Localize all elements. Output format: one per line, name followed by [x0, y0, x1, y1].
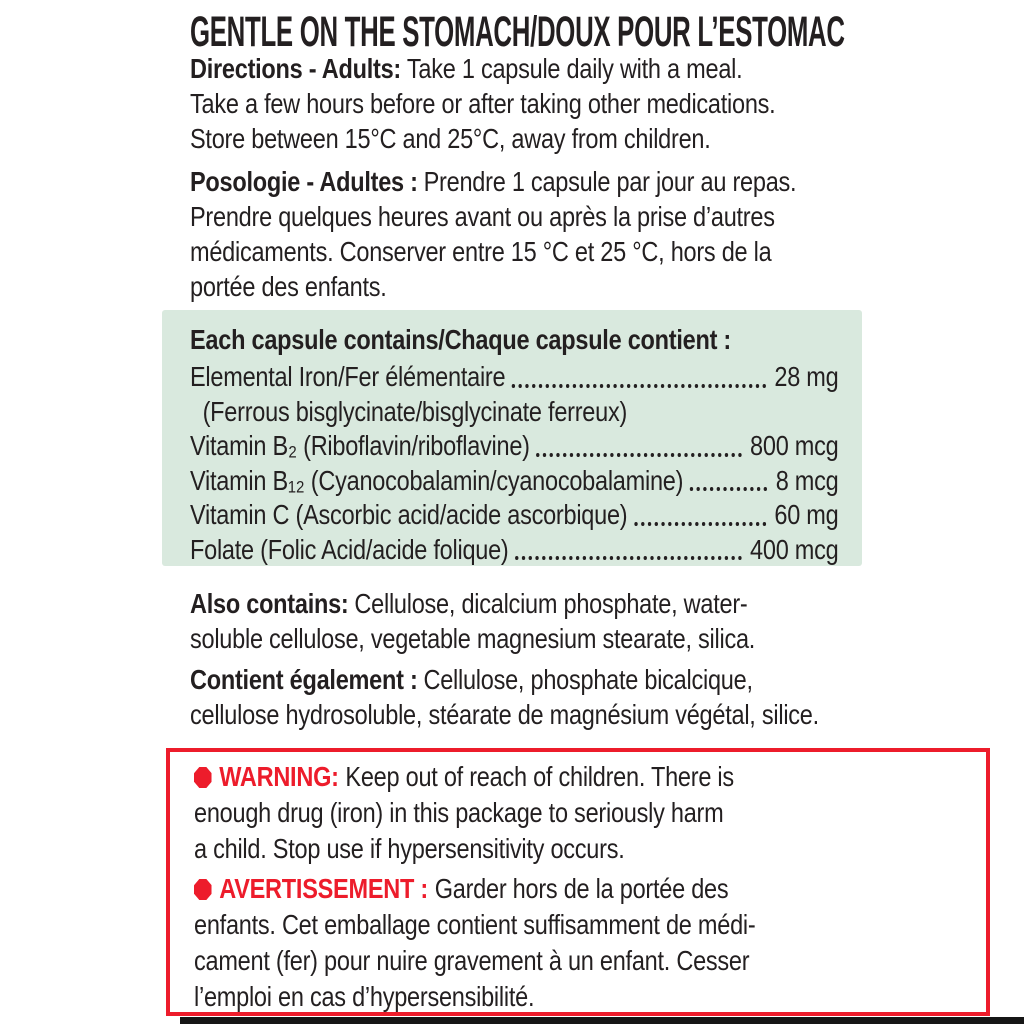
avertissement-label: AVERTISSEMENT : [219, 873, 428, 904]
warning-label: WARNING: [219, 761, 339, 792]
ingredient-amount: 800 mcg [750, 430, 839, 461]
supplement-facts-rows [190, 360, 838, 567]
contient-line [190, 662, 819, 697]
posologie-fr-paragraph [190, 164, 796, 304]
posologie-line: médicaments. Conserver entre 15 °C et 25 °C, hors de la [190, 236, 772, 267]
also-contains-label: Also contains: [190, 588, 349, 619]
ingredient-name: Vitamin B₂ (Riboflavin/riboflavine) [190, 430, 530, 461]
avertissement-line: l’emploi en cas d’hypersensibilité. [194, 981, 535, 1012]
contient-label: Contient également : [190, 664, 418, 695]
ingredient-name: Folate (Folic Acid/acide folique) [190, 533, 509, 565]
avertissement-line: cament (fer) pour nuire gravement à un enfant. Cesser [194, 945, 750, 976]
ingredient-amount: 400 mcg [750, 533, 839, 565]
posologie-label: Posologie - Adultes : [190, 166, 418, 197]
posologie-line [190, 164, 796, 199]
avertissement-text: Garder hors de la portée des [434, 873, 729, 904]
posologie-text: Prendre 1 capsule par jour au repas. [423, 166, 797, 197]
directions-line [190, 51, 775, 86]
dot-leader [512, 384, 766, 388]
also-contains-paragraph [190, 586, 755, 656]
supplement-fact-row [190, 429, 838, 464]
contient-line: cellulose hydrosoluble, stéarate de magnésium végétal, silice. [190, 699, 819, 730]
warning-line: enough drug (iron) in this package to seriously harm [194, 797, 724, 828]
dot-leader [536, 453, 741, 457]
warning-en-paragraph [194, 759, 975, 867]
directions-line: Take a few hours before or after taking other medications. [190, 88, 776, 119]
supplement-facts-heading: Each capsule contains/Chaque capsule contient : [190, 324, 732, 355]
supplement-fact-row [190, 498, 838, 533]
page-title: GENTLE ON THE STOMACH/DOUX POUR L’ESTOMAC [190, 8, 845, 56]
supplement-fact-row [190, 464, 838, 499]
warning-line [194, 759, 975, 795]
supplement-facts-content [190, 321, 838, 567]
ingredient-amount: 8 mcg [775, 464, 839, 496]
directions-text: Take 1 capsule daily with a meal. [406, 53, 743, 84]
ingredient-name: Elemental Iron/Fer élémentaire [190, 361, 506, 392]
directions-line: Store between 15°C and 25°C, away from children. [190, 123, 711, 154]
supplement-fact-row [190, 395, 838, 430]
also-contains-text: Cellulose, dicalcium phosphate, water- [354, 588, 748, 619]
warning-box [166, 748, 990, 1016]
ingredient-name: (Ferrous bisglycinate/bisglycinate ferreux) [202, 395, 628, 427]
bottom-panel-edge [180, 1017, 1024, 1024]
directions-en-paragraph [190, 51, 775, 156]
posologie-line: portée des enfants. [190, 271, 387, 302]
ingredient-name: Vitamin B₁₂ (Cyanocobalamin/cyanocobalamine) [190, 464, 684, 496]
avertissement-line: enfants. Cet emballage contient suffisamment de médi- [194, 909, 756, 940]
supplement-fact-row [190, 533, 838, 568]
warning-box-content [194, 759, 975, 1015]
dot-leader [690, 487, 767, 491]
supplement-fact-row [190, 360, 838, 395]
ingredient-amount: 60 mg [774, 499, 839, 530]
avertissement-line [194, 871, 975, 907]
ingredient-amount: 28 mg [774, 361, 839, 392]
supplement-facts-panel [162, 310, 862, 566]
avertissement-fr-paragraph [194, 871, 975, 1015]
stop-octagon-icon [194, 767, 212, 788]
stop-octagon-icon [194, 879, 212, 900]
ingredient-name: Vitamin C (Ascorbic acid/acide ascorbique) [190, 499, 628, 530]
also-contains-line: soluble cellulose, vegetable magnesium stearate, silica. [190, 623, 756, 654]
also-contains-line [190, 586, 755, 621]
dot-leader [515, 556, 741, 560]
dot-leader [634, 522, 766, 526]
contient-text: Cellulose, phosphate bicalcique, [423, 664, 753, 695]
contient-egalement-paragraph [190, 662, 819, 732]
directions-label: Directions - Adults: [190, 53, 402, 84]
posologie-line: Prendre quelques heures avant ou après la prise d’autres [190, 201, 775, 232]
warning-line: a child. Stop use if hypersensitivity occurs. [194, 833, 625, 864]
warning-text: Keep out of reach of children. There is [345, 761, 734, 792]
